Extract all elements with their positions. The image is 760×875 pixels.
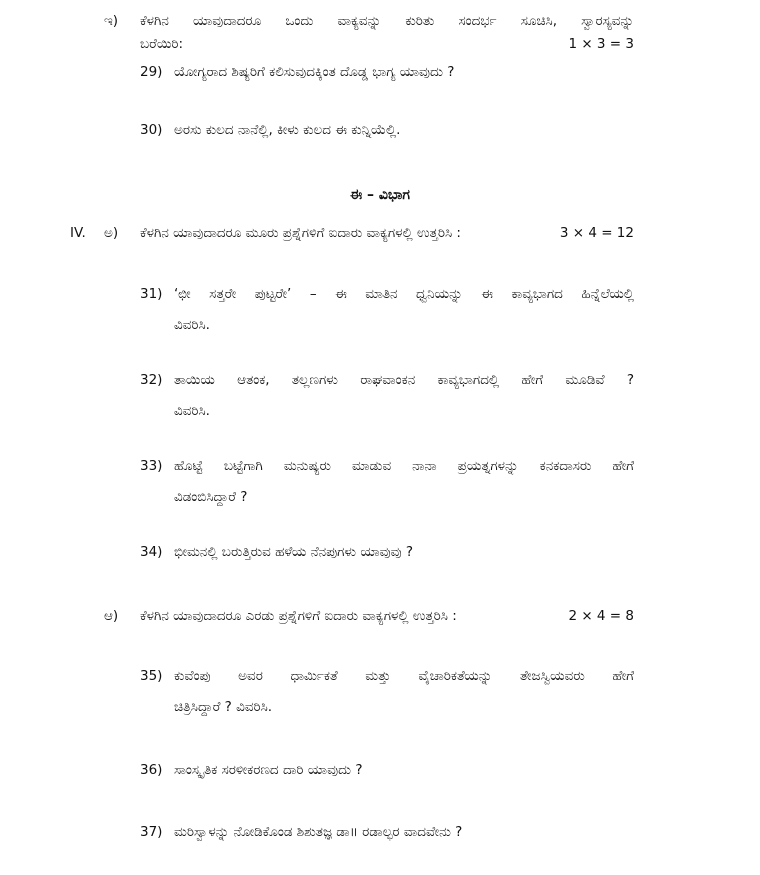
instruction-text-cont: ಬರೆಯಿರಿ: — [140, 36, 183, 52]
marks-label: 1 × 3 = 3 — [568, 36, 634, 52]
question-number: 32) — [140, 372, 163, 388]
question-number: 30) — [140, 122, 163, 138]
question-text: ಸಾಂಸ್ಕೃತಿಕ ಸರಳೀಕರಣದ ದಾರಿ ಯಾವುದು ? — [174, 762, 363, 778]
section-heading: ಈ – ವಿಭಾಗ — [349, 187, 410, 203]
question-number: 33) — [140, 458, 163, 474]
question-text-cont: ವಿಡಂಬಿಸಿದ್ದಾರೆ ? — [174, 489, 248, 505]
question-number: 29) — [140, 64, 163, 80]
question-text: ಮರಿಸ್ವಾಳನ್ನು ನೋಡಿಕೊಂಡ ಶಿಶುತಜ್ಞ ಡಾ॥ ರಡಾಲ್ಫರ ವಾದವೇನು ? — [174, 824, 463, 840]
question-text-cont: ವಿವರಿಸಿ. — [174, 317, 210, 333]
subsection-label: ಅ) — [104, 225, 119, 241]
subsection-label: ಇ) — [104, 13, 119, 29]
instruction-text: ಕೆಳಗಿನ ಯಾವುದಾದರೂ ಎರಡು ಪ್ರಶ್ನೆಗಳಿಗೆ ಐದಾರು ವಾಕ್ಯಗಳಲ್ಲಿ ಉತ್ತರಿಸಿ : — [140, 608, 457, 624]
marks-label: 3 × 4 = 12 — [559, 225, 634, 241]
question-text: ಹೊಟ್ಟೆ ಬಟ್ಟೆಗಾಗಿ ಮನುಷ್ಯರು ಮಾಡುವ ನಾನಾ ಪ್ರಯತ್ನಗಳನ್ನು ಕನಕದಾಸರು ಹೇಗೆ — [174, 458, 634, 474]
question-text-cont: ಚಿತ್ರಿಸಿದ್ದಾರೆ ? ವಿವರಿಸಿ. — [174, 699, 273, 715]
question-text: ತಾಯಿಯ ಆತಂಕ, ತಲ್ಲಣಗಳು ರಾಘವಾಂಕನ ಕಾವ್ಯಭಾಗದಲ್ಲಿ ಹೇಗೆ ಮೂಡಿವೆ ? — [174, 372, 634, 388]
marks-label: 2 × 4 = 8 — [568, 608, 634, 624]
question-number: 37) — [140, 824, 163, 840]
question-text: ಯೋಗ್ಯರಾದ ಶಿಷ್ಯರಿಗೆ ಕಲಿಸುವುದಕ್ಕಿಂತ ದೊಡ್ಡ ಭಾಗ್ಯ ಯಾವುದು ? — [174, 64, 455, 80]
instruction-text: ಕೆಳಗಿನ ಯಾವುದಾದರೂ ಒಂದು ವಾಕ್ಯವನ್ನು ಕುರಿತು ಸಂದರ್ಭ ಸೂಚಿಸಿ, ಸ್ವಾರಸ್ಯವನ್ನು — [140, 13, 634, 29]
question-number: 31) — [140, 286, 163, 302]
question-text: ಭೀಮನಲ್ಲಿ ಬರುತ್ತಿರುವ ಹಳೆಯ ನೆನಪುಗಳು ಯಾವುವು ? — [174, 544, 414, 560]
question-number: 34) — [140, 544, 163, 560]
subsection-label: ಆ) — [104, 608, 119, 624]
instruction-text: ಕೆಳಗಿನ ಯಾವುದಾದರೂ ಮೂರು ಪ್ರಶ್ನೆಗಳಿಗೆ ಐದಾರು ವಾಕ್ಯಗಳಲ್ಲಿ ಉತ್ತರಿಸಿ : — [140, 225, 461, 241]
question-number: 36) — [140, 762, 163, 778]
question-text: ‘ಛೀ ಸತ್ತರೇ ಪುಟ್ಟರೇ’ – ಈ ಮಾತಿನ ಧ್ವನಿಯನ್ನು ಈ ಕಾವ್ಯಭಾಗದ ಹಿನ್ನೆಲೆಯಲ್ಲಿ — [174, 286, 634, 302]
question-text: ಅರಸು ಕುಲದ ನಾನೆಲ್ಲಿ, ಕೀಳು ಕುಲದ ಈ ಕುನ್ನಿಯೆಲ್ಲಿ. — [174, 122, 401, 138]
question-text: ಕುವೆಂಪು ಅವರ ಧಾರ್ಮಿಕತೆ ಮತ್ತು ವೈಚಾರಿಕತೆಯನ್ನು ತೇಜಸ್ವಿಯವರು ಹೇಗೆ — [174, 668, 634, 684]
roman-numeral: IV. — [70, 225, 86, 241]
question-number: 35) — [140, 668, 163, 684]
question-text-cont: ವಿವರಿಸಿ. — [174, 403, 210, 419]
